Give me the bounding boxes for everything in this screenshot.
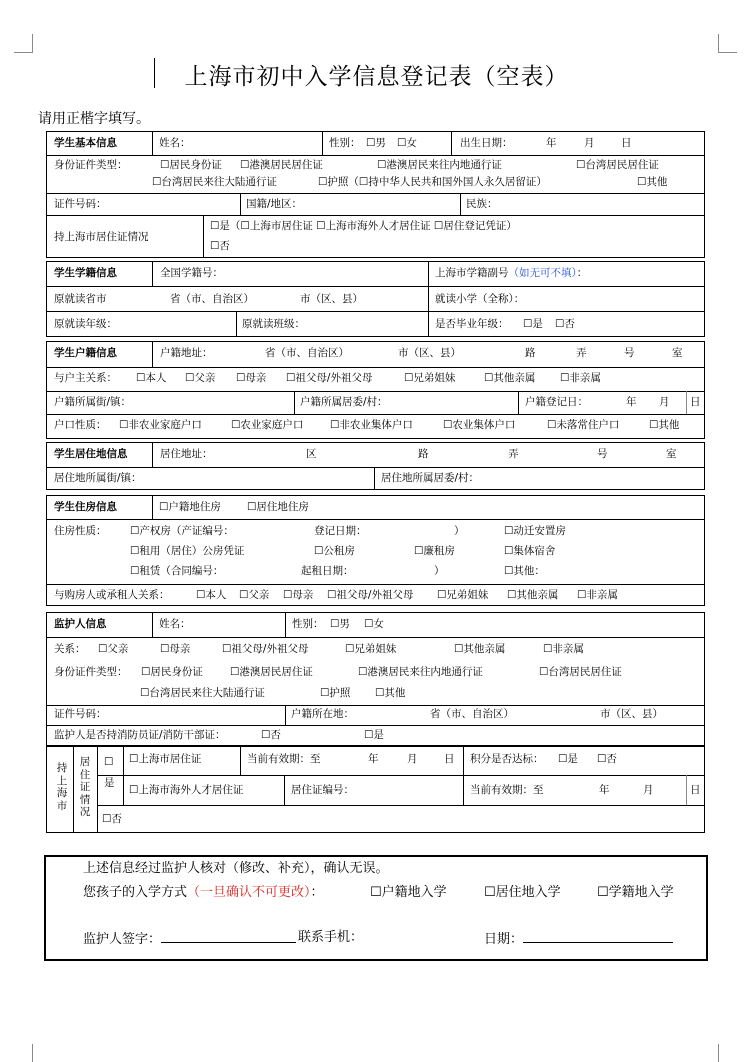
national-student-id-field[interactable]: 全国学籍号： [160,267,223,279]
gender-label: 性别： [329,137,361,149]
living-address-field[interactable]: 居住地址： [160,448,213,460]
residence-permit-yes[interactable]: ☐是（☐上海市居住证 ☐上海市海外人才居住证 ☐居住登记凭证） [210,220,517,232]
guardian-rel-mother[interactable]: ☐母亲 [160,643,191,655]
crop-mark-top-right [718,34,737,53]
living-street-field[interactable]: 居住地所属街/镇： [54,472,142,484]
hukou-reg-date-field[interactable]: 户籍登记日： [525,396,588,408]
householder-rel-nonrelative[interactable]: ☐非亲属 [560,372,601,384]
guardian-id-hkmo-permit[interactable]: ☐港澳居民居住证 [230,666,313,678]
orig-province-unit: 省（市、自治区） [170,293,254,305]
orig-city-unit: 市（区、县） [300,293,363,305]
id-number-field[interactable]: 证件号码： [54,198,107,210]
guardian-id-tw-permit[interactable]: ☐台湾居民居住证 [539,666,622,678]
firefighter-cert-label: 监护人是否持消防员证/消防干部证： [54,729,226,741]
guardian-points-yes[interactable]: ☐是 [558,753,578,765]
orig-class-field[interactable]: 原就读班级： [242,318,305,330]
dob-day: 日 [621,137,632,149]
guardian-talent-permit[interactable]: ☐上海市海外人才居住证 [129,784,244,796]
crop-mark-bottom-left [14,1044,33,1062]
hukou-nature-label: 户口性质： [54,419,107,431]
hukou-city-unit: 市（区、县） [398,347,461,359]
guardian-permit-yes-label: 是 [104,777,115,789]
residence-permit-no[interactable]: ☐否 [210,240,230,252]
housing-property[interactable]: ☐产权房（产证编号： [130,525,234,537]
householder-rel-grandparents[interactable]: ☐祖父母/外祖父母 [286,372,373,384]
guardian-rel-siblings[interactable]: ☐兄弟姐妹 [345,643,397,655]
crop-mark-top-left [14,34,33,53]
hukou-lane-unit: 弄 [576,347,587,359]
living-number-unit: 号 [597,448,608,460]
guardian-permit-no[interactable]: ☐否 [102,813,122,825]
buyer-rel-siblings[interactable]: ☐兄弟姐妹 [437,589,489,601]
orig-province-label: 原就读省市 [54,293,107,305]
hukou-nature-unsettled[interactable]: ☐未落常住户口 [547,419,620,431]
section-header-hukou: 学生户籍信息 [54,347,117,359]
hukou-street-field[interactable]: 户籍所属街/镇： [54,396,132,408]
guardian-hukou-city-unit: 市（区、县） [600,708,663,720]
dob-month: 月 [584,137,595,149]
graduate-no-checkbox[interactable]: ☐否 [555,318,575,330]
gender-female-checkbox[interactable]: ☐女 [397,137,417,149]
guardian-signature-field[interactable]: 监护人签字： [83,931,296,946]
section-header-school: 学生学籍信息 [54,267,117,279]
guardian-talent-permit-month: 月 [643,784,654,796]
id-opt-passport[interactable]: ☐护照（☐持中华人民共和国外国人永久居留证） [318,176,547,188]
guardian-sh-permit-month: 月 [407,753,418,765]
nationality-field[interactable]: 国籍/地区： [246,198,303,210]
graduate-yes-checkbox[interactable]: ☐是 [523,318,543,330]
guardian-sh-permit-year: 年 [368,753,379,765]
guardian-points-no[interactable]: ☐否 [597,753,617,765]
hukou-reg-month: 月 [659,396,670,408]
residence-permit-label: 持上海市居住证情况 [54,231,149,243]
buyer-rel-grandparents[interactable]: ☐祖父母/外祖父母 [327,589,414,601]
buyer-rel-father[interactable]: ☐父亲 [239,589,270,601]
living-road-unit: 路 [418,448,429,460]
id-opt-tw-permit[interactable]: ☐台湾居民居住证 [576,159,659,171]
hukou-nature-nonagri-family[interactable]: ☐非农业家庭户口 [119,419,202,431]
householder-rel-father[interactable]: ☐父亲 [185,372,216,384]
housing-opt-living[interactable]: ☐居住地住房 [247,501,309,513]
admission-mode-hukou[interactable]: ☐户籍地入学 [370,885,447,900]
buyer-rel-self[interactable]: ☐本人 [196,589,227,601]
page-title: 上海市初中入学信息登记表（空表） [184,64,569,90]
fill-instruction: 请用正楷字填写。 [38,111,150,127]
housing-lease[interactable]: ☐租赁（合同编号： [130,565,224,577]
guardian-gender-female[interactable]: ☐女 [364,618,384,630]
hukou-nature-other[interactable]: ☐其他 [649,419,680,431]
housing-lease-date[interactable]: 起租日期： [301,565,354,577]
guardian-rel-nonrelative[interactable]: ☐非亲属 [543,643,584,655]
hukou-nature-agri-family[interactable]: ☐农业家庭户口 [231,419,304,431]
hukou-address-field[interactable]: 户籍地址： [160,347,213,359]
guardian-points-label: 积分是否达标： [470,753,544,765]
living-room-unit: 室 [666,448,677,460]
confirm-statement: 上述信息经过监护人核对（修改、补充），确认无误。 [83,861,389,876]
id-opt-hkmo-pass[interactable]: ☐港澳居民来往内地通行证 [377,159,502,171]
householder-rel-other[interactable]: ☐其他亲属 [484,372,536,384]
guardian-sh-permit-valid[interactable]: 当前有效期：至 [247,753,321,765]
orig-grade-field[interactable]: 原就读年级： [54,318,117,330]
housing-lease-paren: ） [434,565,445,577]
hukou-nature-agri-collective[interactable]: ☐农业集体户口 [443,419,516,431]
admission-mode-living[interactable]: ☐居住地入学 [484,885,561,900]
section-header-guardian: 监护人信息 [54,618,107,630]
guardian-talent-permit-year: 年 [599,784,610,796]
guardian-talent-permit-day: 日 [690,784,701,796]
guardian-id-other[interactable]: ☐其他 [375,687,406,699]
hukou-province-unit: 省（市、自治区） [265,347,349,359]
primary-school-field[interactable]: 就读小学（全称）： [435,293,525,305]
guardian-name-field[interactable]: 姓名： [159,618,191,630]
buyer-rel-other[interactable]: ☐其他亲属 [507,589,559,601]
id-type-label: 身份证件类型： [54,159,128,171]
guardian-relation-label: 关系： [54,643,86,655]
guardian-id-number-field[interactable]: 证件号码： [54,708,107,720]
buyer-rel-nonrelative[interactable]: ☐非亲属 [577,589,618,601]
student-name-field[interactable]: 姓名： [159,137,191,149]
guardian-id-passport[interactable]: ☐护照 [320,687,351,699]
guardian-sh-permit-day: 日 [444,753,455,765]
householder-rel-siblings[interactable]: ☐兄弟姐妹 [404,372,456,384]
householder-rel-mother[interactable]: ☐母亲 [236,372,267,384]
confirm-date-field[interactable]: 日期： [484,931,673,946]
hukou-number-unit: 号 [624,347,635,359]
housing-other[interactable]: ☐其他： [504,565,545,577]
id-opt-hkmo-permit[interactable]: ☐港澳居民居住证 [240,159,323,171]
housing-relocation[interactable]: ☐动迁安置房 [504,525,566,537]
guardian-gender-male[interactable]: ☐男 [330,618,350,630]
housing-nature-label: 住房性质： [54,525,107,537]
graduate-label: 是否毕业年级： [435,318,509,330]
guardian-rel-grandparents[interactable]: ☐祖父母/外祖父母 [222,643,309,655]
sh-sub-id-field[interactable]: 上海市学籍副号（如无可不填）： [435,267,588,279]
living-committee-field[interactable]: 居住地所属居委/村： [381,472,480,484]
hukou-road-unit: 路 [525,347,536,359]
section-header-basic: 学生基本信息 [54,137,117,149]
housing-opt-hukou[interactable]: ☐户籍地住房 [159,501,221,513]
guardian-gender-label: 性别： [292,618,324,630]
guardian-permit-label-city: 持上海市 [56,762,68,812]
guardian-hukou-province-unit: 省（市、自治区） [430,708,514,720]
guardian-id-hkmo-pass[interactable]: ☐港澳居民来往内地通行证 [358,666,483,678]
living-district-unit: 区 [306,448,317,460]
guardian-permit-number-field[interactable]: 居住证编号： [291,784,354,796]
ethnicity-field[interactable]: 民族： [466,198,498,210]
guardian-phone-field[interactable]: 联系手机： [298,930,364,945]
dob-year: 年 [546,137,557,149]
firefighter-cert-no[interactable]: ☐否 [261,729,281,741]
housing-public-rent[interactable]: ☐租用（居住）公房凭证 [130,545,245,557]
guardian-talent-permit-valid[interactable]: 当前有效期：至 [470,784,544,796]
id-opt-other[interactable]: ☐其他 [637,176,668,188]
guardian-rel-father[interactable]: ☐父亲 [98,643,129,655]
section-header-housing: 学生住房信息 [54,501,117,513]
id-opt-tw-pass[interactable]: ☐台湾居民来往大陆通行证 [152,176,277,188]
section-header-living: 学生居住地信息 [54,448,128,460]
hukou-reg-day: 日 [690,396,701,408]
id-opt-resident[interactable]: ☐居民身份证 [160,159,222,171]
admission-mode-label: 您孩子的入学方式（一旦确认不可更改）： [83,885,324,900]
hukou-nature-nonagri-collective[interactable]: ☐非农业集体户口 [330,419,413,431]
housing-cheap-rent[interactable]: ☐廉租房 [414,545,455,557]
buyer-relation-label: 与购房人或承租人关系： [54,589,170,601]
guardian-id-resident[interactable]: ☐居民身份证 [141,666,203,678]
guardian-id-tw-pass[interactable]: ☐台湾居民来往大陆通行证 [140,687,265,699]
hukou-committee-field[interactable]: 户籍所属居委/村： [300,396,388,408]
hukou-reg-year: 年 [626,396,637,408]
guardian-sh-permit[interactable]: ☐上海市居住证 [129,753,202,765]
guardian-rel-other[interactable]: ☐其他亲属 [454,643,506,655]
section-school [46,261,705,337]
dob-field[interactable]: 出生日期： [460,137,513,149]
housing-property-paren: ） [454,525,465,537]
buyer-rel-mother[interactable]: ☐母亲 [283,589,314,601]
admission-mode-school[interactable]: ☐学籍地入学 [597,885,674,900]
householder-rel-self[interactable]: ☐本人 [136,372,167,384]
firefighter-cert-yes[interactable]: ☐是 [364,729,384,741]
crop-mark-bottom-right [718,1044,737,1062]
housing-property-reg-date[interactable]: 登记日期： [314,525,367,537]
guardian-permit-label-status: 居住证情况 [79,756,91,818]
guardian-hukou-loc-field[interactable]: 户籍所在地： [291,708,354,720]
guardian-id-type-label: 身份证件类型： [54,666,128,678]
hukou-room-unit: 室 [672,347,683,359]
householder-relation-label: 与户主关系： [54,372,117,384]
guardian-permit-yes-box[interactable]: ☐ [104,756,114,768]
gender-male-checkbox[interactable]: ☐男 [366,137,386,149]
housing-dorm[interactable]: ☐集体宿舍 [504,545,556,557]
living-lane-unit: 弄 [508,448,519,460]
housing-public-house[interactable]: ☐公租房 [314,545,355,557]
